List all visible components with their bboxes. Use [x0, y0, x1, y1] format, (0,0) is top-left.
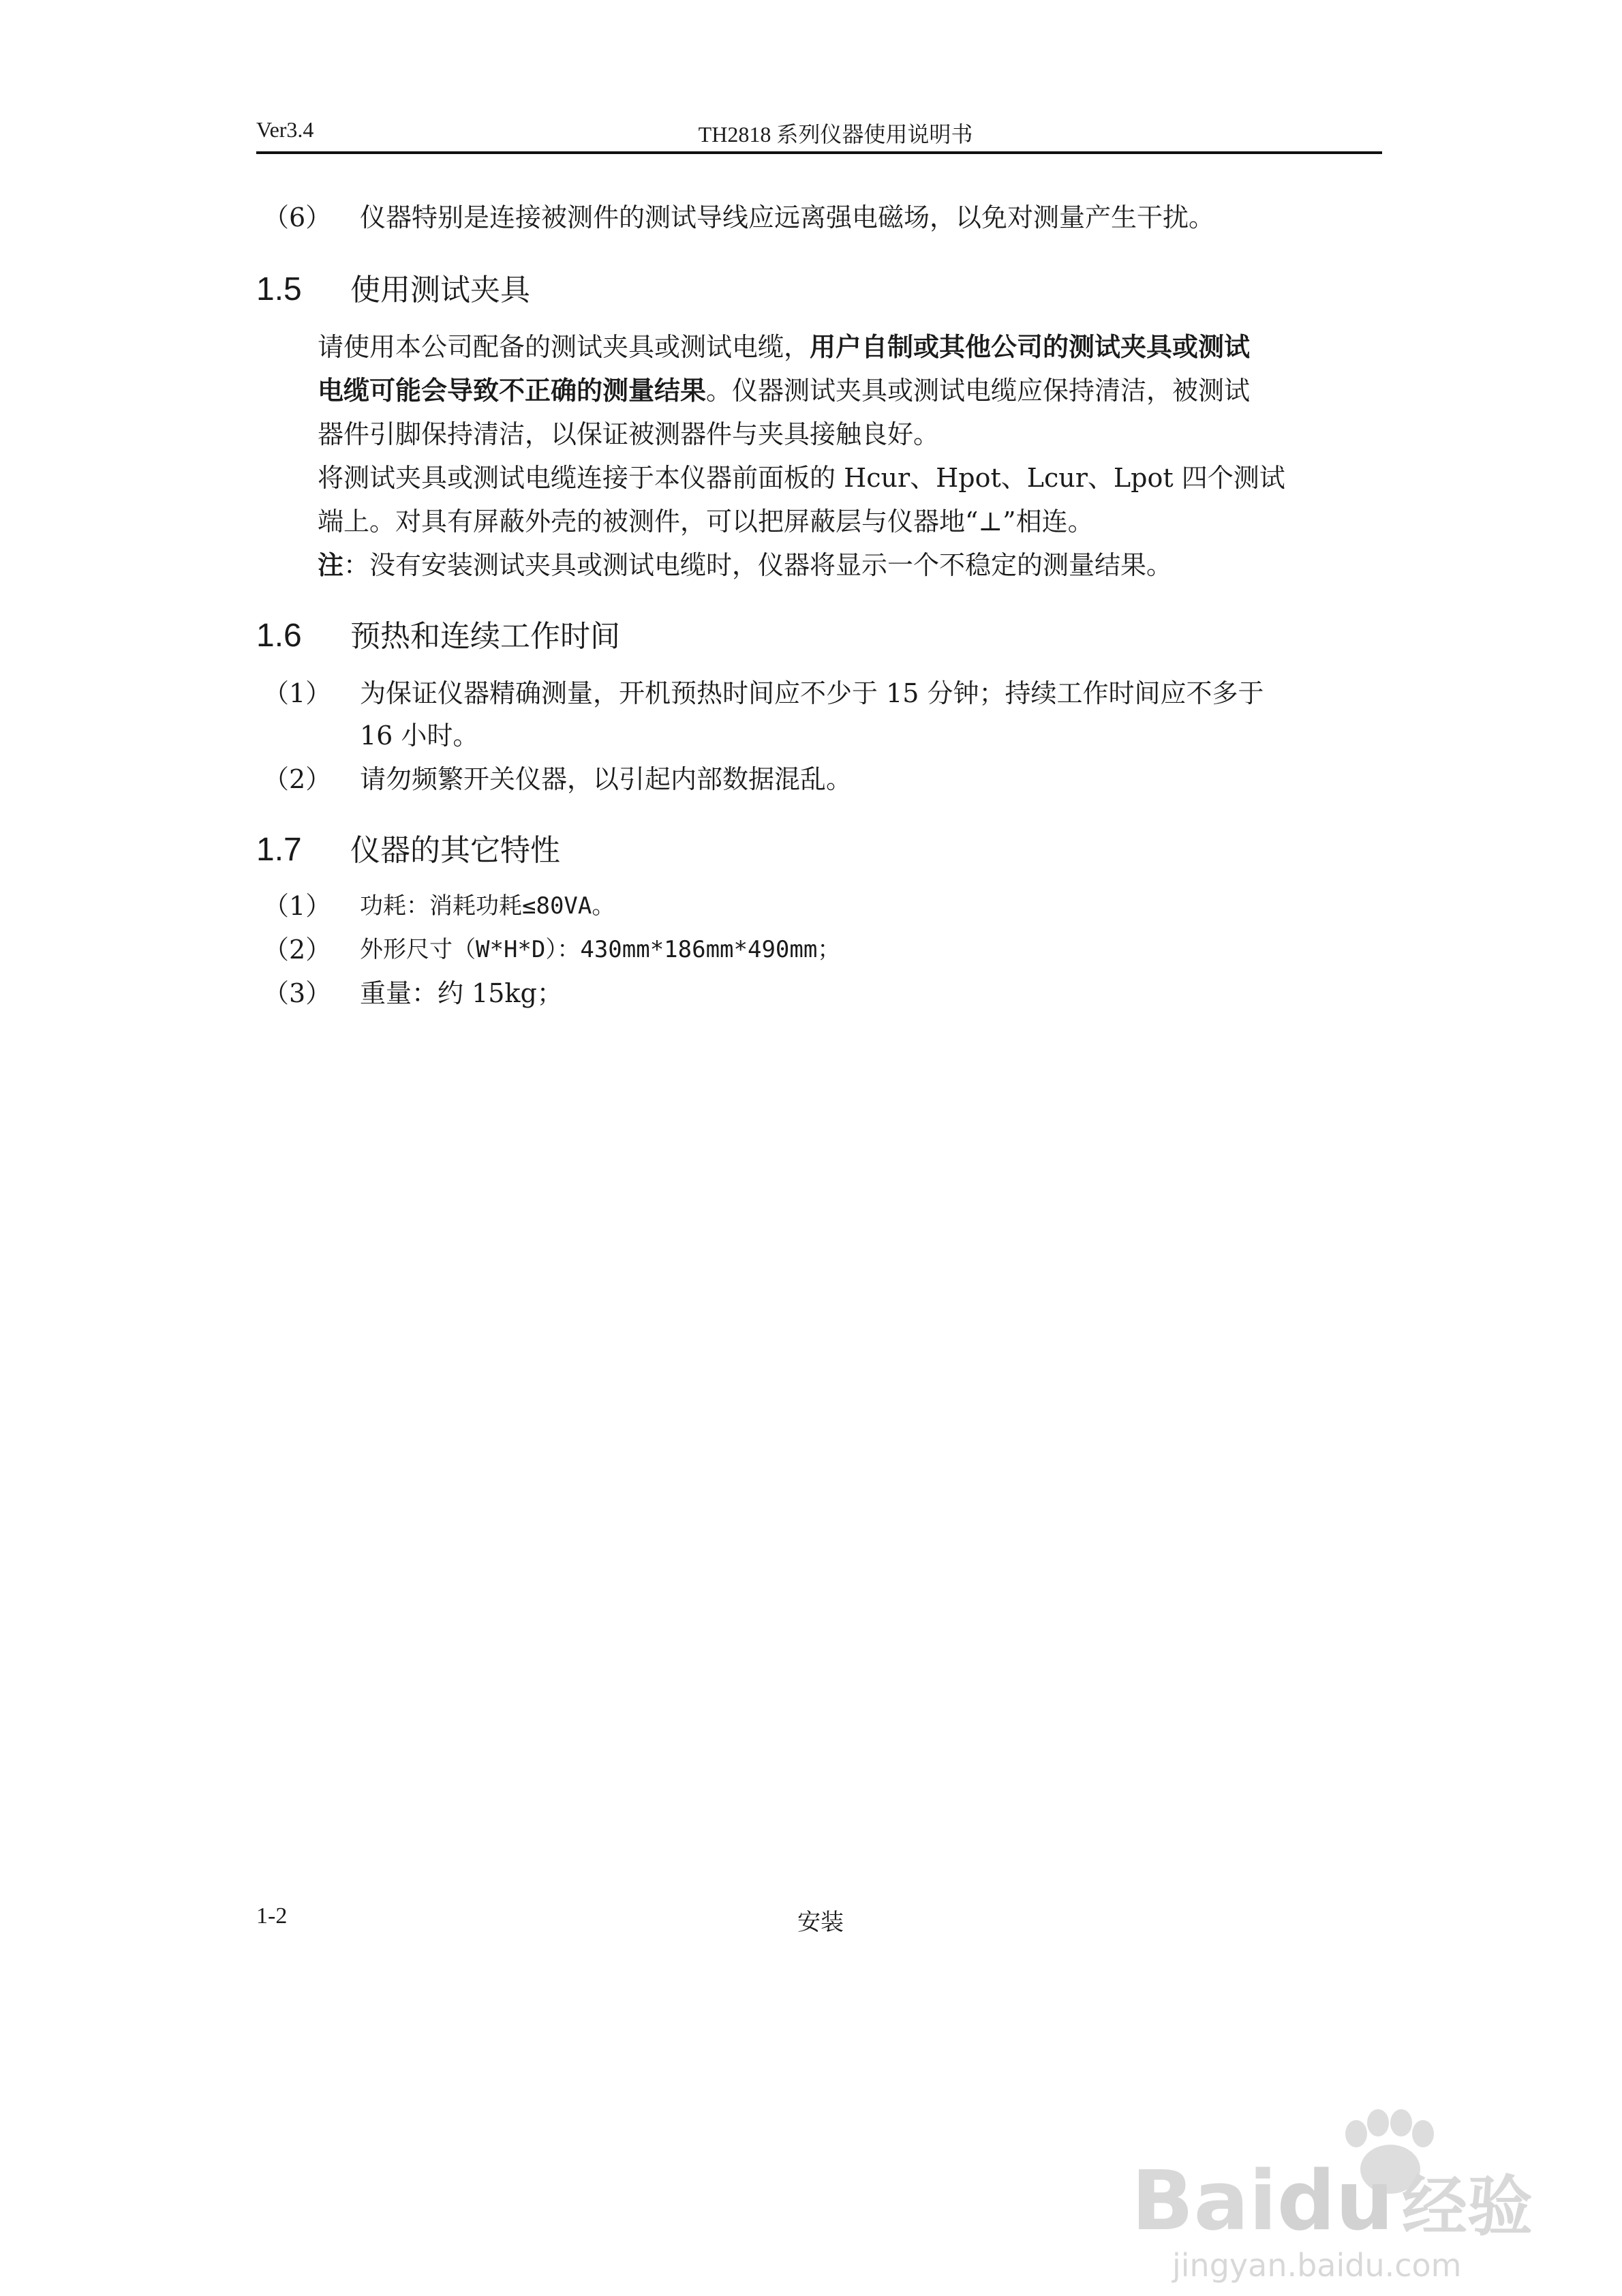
footer-page-number: 1-2 [256, 1903, 288, 1929]
s15-note-label: 注 [318, 550, 344, 580]
s15-p1-line2-normal: 。仪器测试夹具或测试电缆应保持清洁，被测试 [706, 376, 1251, 406]
header-title: TH2818 系列仪器使用说明书 [698, 122, 973, 147]
s15-p1-line1-normal: 请使用本公司配备的测试夹具或测试电缆， [318, 332, 810, 362]
s15-note [318, 549, 1172, 581]
s15-note-text: ：没有安装测试夹具或测试电缆时，仪器将显示一个不稳定的测量结果。 [343, 550, 1173, 580]
s17-item2-number: （2） [263, 935, 332, 965]
section-1-7-title: 仪器的其它特性 [350, 833, 560, 868]
footer-chapter: 安装 [797, 1910, 844, 1935]
section-1-6-heading [256, 616, 620, 656]
watermark-brand-cn: 经验 [1401, 2169, 1533, 2245]
s17-item1-text: 功耗：消耗功耗≤80VA。 [360, 892, 615, 920]
watermark-brand-du: du [1276, 2154, 1394, 2249]
page-header [256, 113, 1382, 154]
s17-item1-number: （1） [263, 891, 332, 921]
s16-item1-line1: 为保证仪器精确测量，开机预热时间应不少于 15 分钟；持续工作时间应不多于 [360, 678, 1264, 708]
section-1-6-number: 1.6 [256, 618, 302, 654]
section-1-7-heading [256, 830, 560, 870]
watermark-brand [1131, 2154, 1533, 2249]
s17-item2-text: 外形尺寸（W*H*D）：430mm*186mm*490mm； [360, 936, 841, 963]
watermark-url: jingyan.baidu.com [1172, 2247, 1462, 2284]
s15-p1-line3: 器件引脚保持清洁，以保证被测器件与夹具接触良好。 [318, 419, 940, 449]
s17-item3-text: 重量：约 15kg； [360, 978, 563, 1008]
watermark-brand-bai: Bai [1131, 2154, 1277, 2249]
header-version: Ver3.4 [256, 117, 314, 142]
section-1-5-title: 使用测试夹具 [350, 273, 530, 307]
section-1-5-heading [256, 270, 530, 309]
s17-item3-number: （3） [263, 978, 332, 1008]
section-1-7-number: 1.7 [256, 832, 302, 868]
s16-item1-number: （1） [263, 678, 332, 708]
item6-number: （6） [263, 202, 332, 232]
s15-p1-line1 [318, 331, 1250, 363]
s15-p1-line2 [318, 375, 1250, 406]
s16-item2-line1: 请勿频繁开关仪器，以引起内部数据混乱。 [360, 764, 853, 794]
s16-item2-number: （2） [263, 764, 332, 794]
section-1-5-number: 1.5 [256, 271, 302, 307]
s16-item1-line2: 16 小时。 [360, 721, 479, 751]
baidu-jingyan-watermark [1131, 2106, 1567, 2284]
s15-p1-line2-bold: 电缆可能会导致不正确的测量结果 [318, 376, 707, 406]
item6-text: 仪器特别是连接被测件的测试导线应远离强电磁场，以免对测量产生干扰。 [360, 202, 1215, 232]
section-1-6-title: 预热和连续工作时间 [350, 619, 620, 654]
s15-p2-line1: 将测试夹具或测试电缆连接于本仪器前面板的 Hcur、Hpot、Lcur、Lpot 四个测试 [318, 463, 1285, 493]
s15-p2-line2: 端上。对具有屏蔽外壳的被测件，可以把屏蔽层与仪器地“⊥”相连。 [318, 507, 1094, 537]
s15-p1-line1-bold: 用户自制或其他公司的测试夹具或测试 [810, 332, 1251, 362]
